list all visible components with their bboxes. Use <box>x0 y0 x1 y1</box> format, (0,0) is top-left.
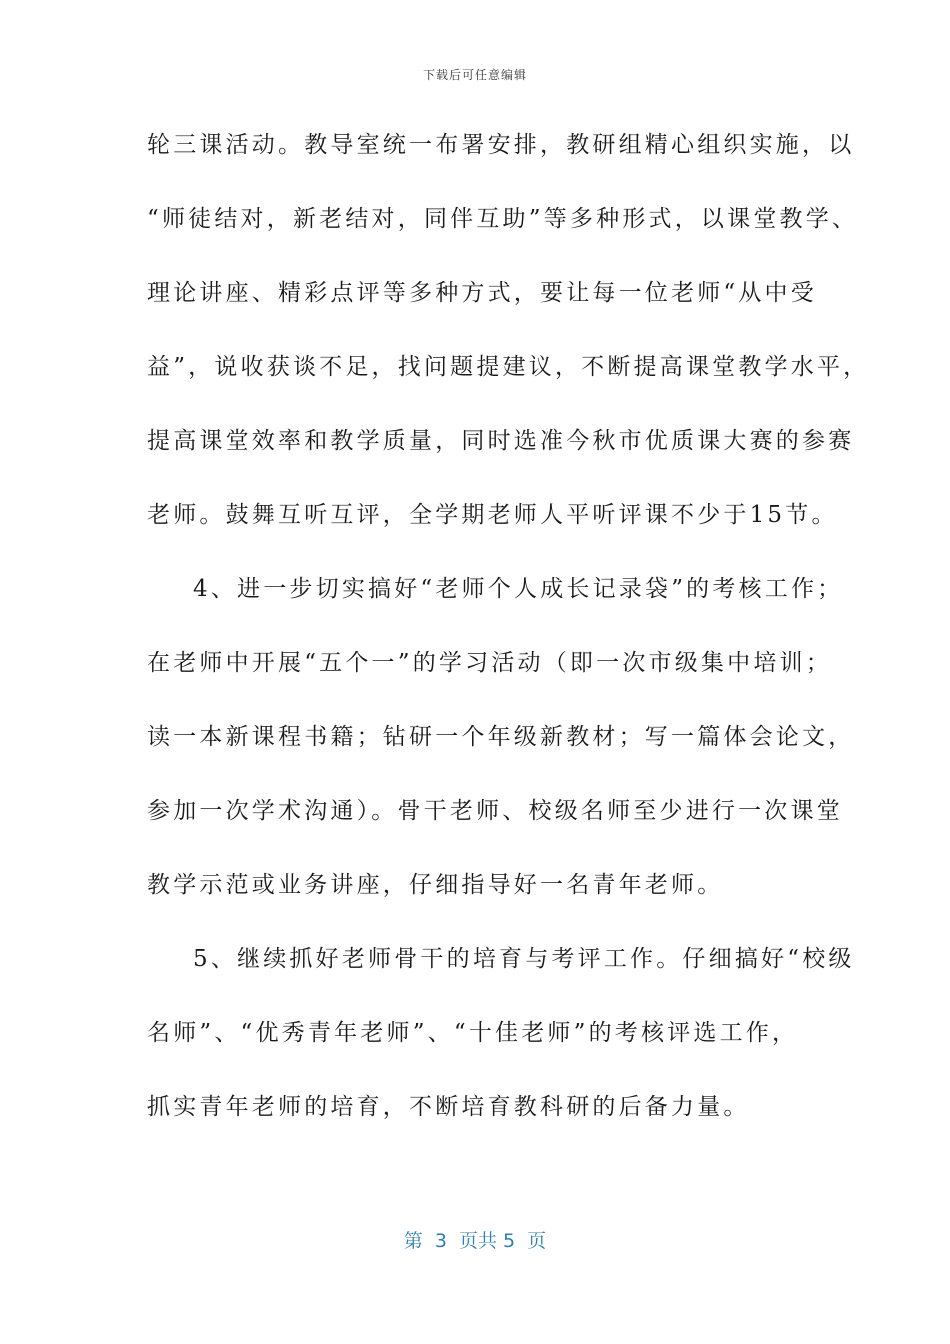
body-line: 轮三课活动。教导室统一布署安排，教研组精心组织实施，以 <box>147 132 855 158</box>
body-line: 教学示范或业务讲座，仔细指导好一名青年老师。 <box>147 872 724 898</box>
document-body <box>147 122 870 1158</box>
body-line: 参加一次学术沟通）。骨干老师、校级名师至少进行一次课堂 <box>147 798 843 824</box>
body-line: 抓实青年老师的培育，不断培育教科研的后备力量。 <box>147 1094 750 1120</box>
body-line: 读一本新课程书籍；钻研一个年级新教材；写一篇体会论文， <box>147 724 855 750</box>
body-line: 提高课堂效率和教学质量，同时选准今秋市优质课大赛的参赛 <box>147 428 855 454</box>
body-line: 益”，说收获谈不足，找问题提建议，不断提高课堂教学水平， <box>147 354 870 380</box>
body-line: 老师。鼓舞互听互评，全学期老师人平听评课不少于15节。 <box>147 502 838 528</box>
page-header: 下载后可任意编辑 <box>422 68 527 82</box>
paragraph-start-line: 5、继续抓好老师骨干的培育与考评工作。仔细搞好“校级 <box>193 946 855 972</box>
body-line: 名师”、“优秀青年老师”、“十佳老师”的考核评选工作， <box>147 1020 799 1046</box>
body-line: 在老师中开展“五个一”的学习活动（即一次市级集中培训； <box>147 650 832 676</box>
body-line: 理论讲座、精彩点评等多种方式，要让每一位老师“从中受 <box>147 280 817 306</box>
body-line: “师徒结对，新老结对，同伴互助”等多种形式，以课堂教学、 <box>147 206 859 232</box>
page-number-footer: 第 3 页共 5 页 <box>403 1230 547 1252</box>
paragraph-start-line: 4、进一步切实搞好“老师个人成长记录袋”的考核工作； <box>193 576 844 602</box>
